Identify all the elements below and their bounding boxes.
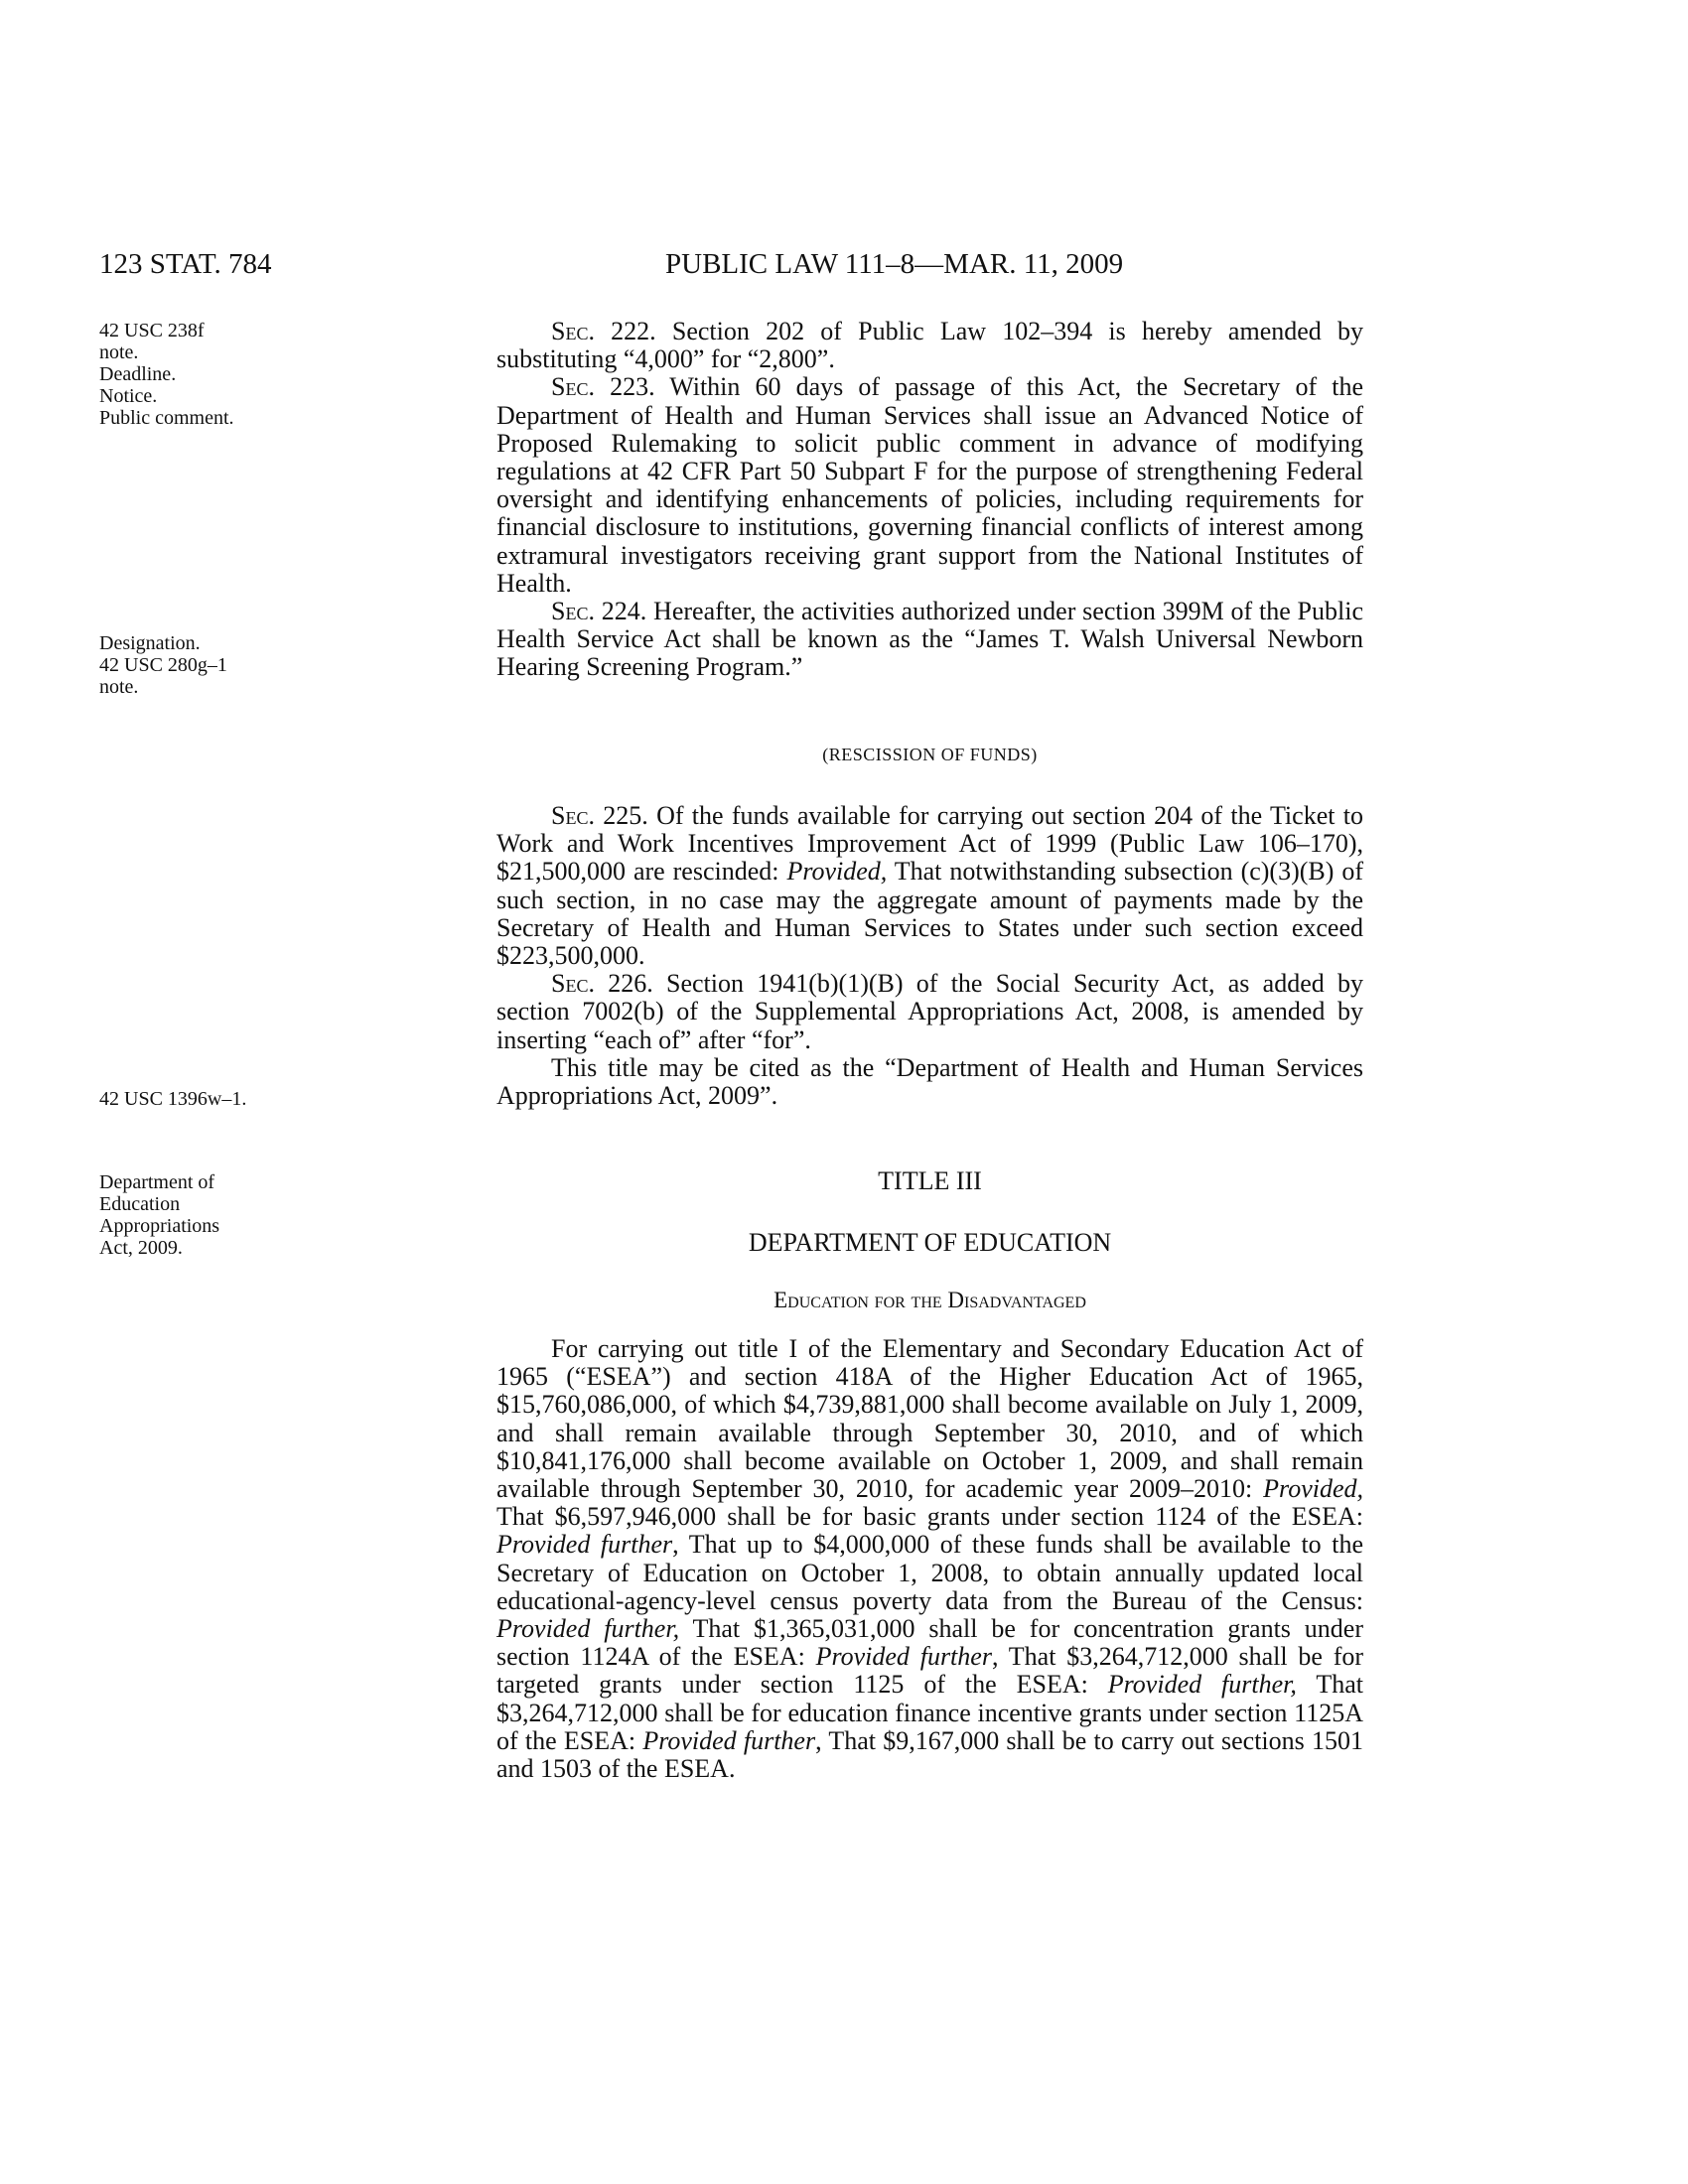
section-225: Sec. 225. Of the funds available for carrying out section 204 of the Ticket to Work and Work Incentives Improvement Act of 1999 (Public Law 106–170), $21,500,000 are rescinded: Provided, That notwithstanding subsection (c)(3)(B) of such section, in no case may the aggregate amount of payments made by the Secretary of Health and Human Services to States under such section exceed $223,500,000.	[496, 801, 1363, 971]
rescission-heading: (RESCISSION OF FUNDS)	[822, 745, 1038, 764]
page-number: 123 STAT. 784	[99, 248, 272, 280]
sections-222-224	[496, 318, 1363, 682]
section-224: Sec. 224. Hereafter, the activities authorized under section 399M of the Public Health Service Act shall be known as the “James T. Walsh Universal Newborn Hearing Screening Program.”	[496, 597, 1363, 682]
section-226: Sec. 226. Section 1941(b)(1)(B) of the Social Security Act, as added by section 7002(b) of the Supplemental Appropriations Act, 2008, is amended by inserting “each of” after “for”.	[496, 969, 1363, 1054]
title-iii-body	[496, 1335, 1363, 1783]
title-iii-heading: TITLE III	[878, 1166, 982, 1195]
sections-225-226	[496, 802, 1363, 1110]
department-heading: DEPARTMENT OF EDUCATION	[748, 1228, 1112, 1257]
margin-note-usc-238f: 42 USC 238f note.	[99, 320, 205, 363]
title-citation: This title may be cited as the “Department of Health and Human Services Appropriations Act, 2009”.	[496, 1052, 1363, 1111]
education-disadvantaged-heading: Education for the Disadvantaged	[774, 1288, 1086, 1312]
page-header-title: PUBLIC LAW 111–8—MAR. 11, 2009	[665, 248, 1124, 280]
margin-note-deadline: Deadline. Notice. Public comment.	[99, 363, 234, 429]
margin-note-designation: Designation. 42 USC 280g–1 note.	[99, 632, 227, 698]
margin-note-usc-1396w: 42 USC 1396w–1.	[99, 1088, 247, 1110]
section-222: Sec. 222. Section 202 of Public Law 102–394 is hereby amended by substituting “4,000” for “2,800”.	[496, 317, 1363, 374]
margin-note-education-act: Department of Education Appropriations Act, 2009.	[99, 1171, 220, 1259]
education-appropriation-paragraph: For carrying out title I of the Elementary and Secondary Education Act of 1965 (“ESEA”) and section 418A of the Higher Education Act of 1965, $15,760,086,000, of which $4,739,881,000 shall become available on July 1, 2009, and shall remain available through September 30, 2010, and of which $10,841,176,000 shall become available on October 1, 2009, and shall remain available through September 30, 2010, for academic year 2009–2010: Provided, That $6,597,946,000 shall be for basic grants under section 1124 of the ESEA: Provided further, That up to $4,000,000 of these funds shall be available to the Secretary of Education on October 1, 2008, to obtain annually updated local educational-agency-level census poverty data from the Bureau of the Census: Provided further, That $1,365,031,000 shall be for concentration grants under section 1124A of the ESEA: Provided further, That $3,264,712,000 shall be for targeted grants under section 1125 of the ESEA: Provided further, That $3,264,712,000 shall be for education finance incentive grants under section 1125A of the ESEA: Provided further, That $9,167,000 shall be to carry out sections 1501 and 1503 of the ESEA.	[496, 1334, 1364, 1784]
section-223: Sec. 223. Within 60 days of passage of this Act, the Secretary of the Department of Health and Human Services shall issue an Advanced Notice of Proposed Rulemaking to solicit public comment in advance of modifying regulations at 42 CFR Part 50 Subpart F for the purpose of strengthening Federal oversight and identifying enhancements of policies, including requirements for financial disclosure to institutions, governing financial conflicts of interest among extramural investigators receiving grant support from the National Institutes of Health.	[496, 372, 1363, 598]
